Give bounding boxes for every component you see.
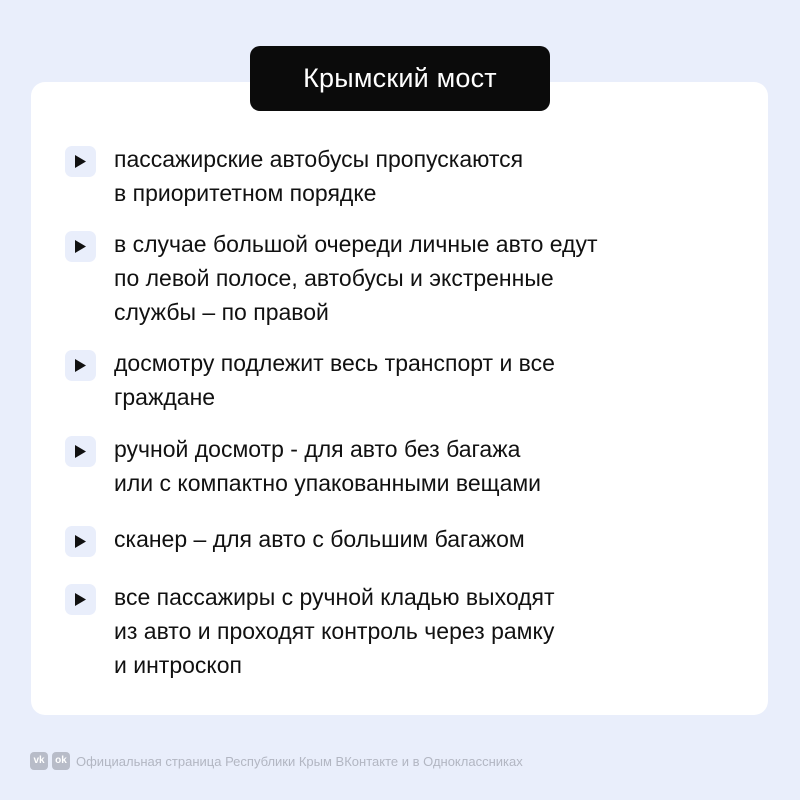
- footer-text: Официальная страница Республики Крым ВКонтакте и в Одноклассниках: [76, 753, 523, 769]
- list-item-text: [114, 227, 744, 329]
- list-item-line: по левой полосе, автобусы и экстренные: [114, 265, 554, 291]
- play-arrow-icon: [65, 350, 96, 381]
- play-arrow-icon: [65, 526, 96, 557]
- play-arrow-icon: [65, 436, 96, 467]
- list-item-text: [114, 346, 744, 414]
- list-item-line: граждане: [114, 384, 216, 410]
- list-item-line: и интроскоп: [114, 652, 242, 678]
- page-title: Крымский мост: [250, 46, 550, 111]
- play-arrow-icon: [65, 146, 96, 177]
- list-item-text: [114, 142, 744, 210]
- list-item-line: досмотру подлежит весь транспорт и все: [114, 350, 555, 376]
- list-item-text: [114, 580, 744, 682]
- odnoklassniki-logo-icon[interactable]: ok: [52, 752, 70, 770]
- list-item-text: [114, 432, 744, 500]
- play-arrow-icon: [65, 584, 96, 615]
- list-item-line: в случае большой очереди личные авто едут: [114, 231, 598, 257]
- play-arrow-icon: [65, 231, 96, 262]
- list-item-line: сканер – для авто с большим багажом: [114, 526, 525, 552]
- list-item-line: пассажирские автобусы пропускаются: [114, 146, 524, 172]
- list-item-line: все пассажиры с ручной кладью выходят: [114, 584, 555, 610]
- list-item-line: в приоритетном порядке: [114, 180, 377, 206]
- list-item-line: из авто и проходят контроль через рамку: [114, 618, 555, 644]
- footer: [30, 752, 523, 770]
- list-item-line: или с компактно упакованными вещами: [114, 470, 542, 496]
- list-item-line: службы – по правой: [114, 299, 329, 325]
- list-item-text: [114, 522, 744, 556]
- vk-logo-icon[interactable]: vk: [30, 752, 48, 770]
- list-item-line: ручной досмотр - для авто без багажа: [114, 436, 521, 462]
